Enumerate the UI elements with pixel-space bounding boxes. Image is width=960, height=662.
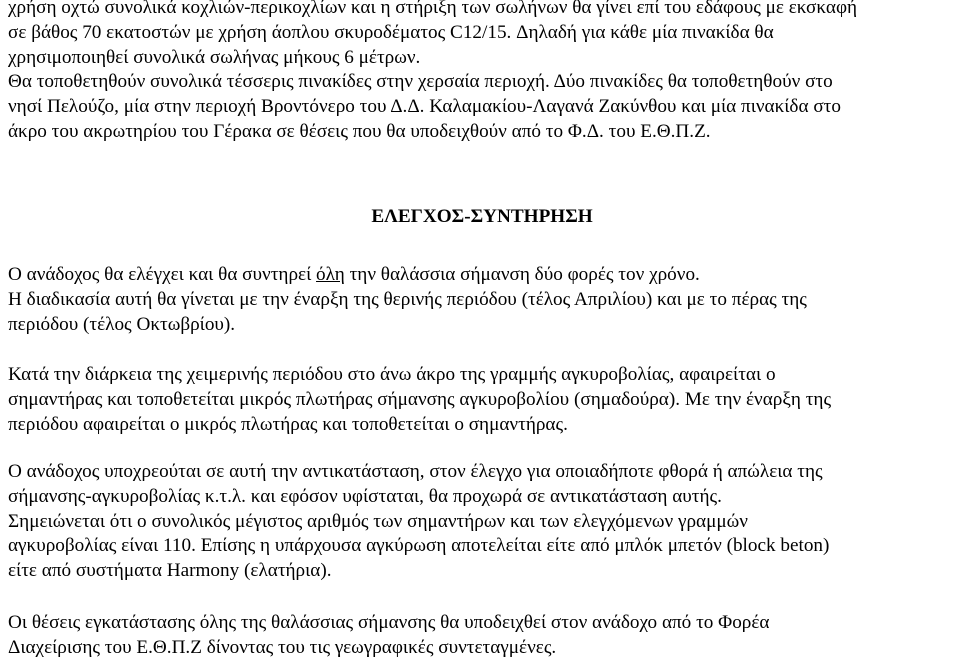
text-line: σήμανσης-αγκυροβολίας κ.τ.λ. και εφόσον υφίσταται, θα προχωρά σε αντικατάσταση αυτής.	[8, 485, 722, 507]
text-line: σημαντήρας και τοποθετείται μικρός πλωτήρας σήμανσης αγκυροβολίου (σημαδούρα). Με την έναρξη της	[8, 388, 832, 410]
text-line: Ο ανάδοχος υποχρεούται σε αυτή την αντικατάσταση, στον έλεγχο για οποιαδήποτε φθορά ή απώλεια της	[8, 461, 823, 482]
section-heading: ΕΛΕΓΧΟΣ-ΣΥΝΤΗΡΗΣΗ	[371, 206, 593, 227]
paragraph-replacement	[8, 460, 829, 584]
text-line: χρησιμοποιηθεί συνολικά σωλήνας μήκους 6 μέτρων.	[8, 46, 421, 68]
text-line: άκρο του ακρωτηρίου του Γέρακα σε θέσεις που θα υποδειχθούν από το Φ.Δ. του Ε.Θ.Π.Ζ.	[8, 120, 711, 142]
text-line: περιόδου αφαιρείται ο μικρός πλωτήρας και τοποθετείται ο σημαντήρας.	[8, 413, 568, 435]
text-segment: Ο ανάδοχος θα ελέγχει και θα συντηρεί	[8, 264, 317, 285]
text-line: χρήση οχτώ συνολικά κοχλιών-περικοχλίων και η στήριξη των σωλήνων θα γίνει επί του εδάφους με εκσκαφή	[8, 0, 858, 18]
text-line	[8, 263, 807, 288]
paragraph-maintenance	[8, 263, 807, 337]
text-line: Διαχείρισης του Ε.Θ.Π.Ζ δίνοντας του τις γεωγραφικές συντεταγμένες.	[8, 636, 557, 658]
text-line: σε βάθος 70 εκατοστών με χρήση άοπλου σκυροδέματος C12/15. Δηλαδή για κάθε μία πινακίδα θα	[8, 21, 774, 43]
paragraph-winter-period	[8, 363, 831, 437]
paragraph-locations	[8, 611, 769, 661]
underlined-word: όλη	[316, 264, 345, 285]
text-line: Η διαδικασία αυτή θα γίνεται με την έναρξη της θερινής περιόδου (τέλος Απριλίου) και με το πέρας της	[8, 288, 807, 310]
text-line: Κατά την διάρκεια της χειμερινής περιόδου στο άνω άκρο της γραμμής αγκυροβολίας, αφαιρείται ο	[8, 364, 776, 385]
text-line: Σημειώνεται ότι ο συνολικός μέγιστος αριθμός των σημαντήρων και των ελεγχόμενων γραμμών	[8, 510, 748, 532]
text-line: Θα τοποθετηθούν συνολικά τέσσερις πινακίδες στην χερσαία περιοχή. Δύο πινακίδες θα τοποθετηθούν στο	[8, 71, 833, 93]
paragraph-installation	[8, 0, 857, 145]
text-line: αγκυροβολίας είναι 110. Επίσης η υπάρχουσα αγκύρωση αποτελείται είτε από μπλόκ μπετόν (block beton)	[8, 535, 830, 557]
text-line: νησί Πελούζο, μία στην περιοχή Βροντόνερο του Δ.Δ. Καλαμακίου-Λαγανά Ζακύνθου και μία πινακίδα στο	[8, 96, 841, 118]
text-segment: την θαλάσσια σήμανση δύο φορές τον χρόνο.	[344, 264, 700, 285]
text-line: περιόδου (τέλος Οκτωβρίου).	[8, 313, 236, 335]
text-line: είτε από συστήματα Harmony (ελατήρια).	[8, 560, 332, 582]
text-line: Οι θέσεις εγκατάστασης όλης της θαλάσσιας σήμανσης θα υποδειχθεί στον ανάδοχο από το Φορέα	[8, 612, 770, 633]
